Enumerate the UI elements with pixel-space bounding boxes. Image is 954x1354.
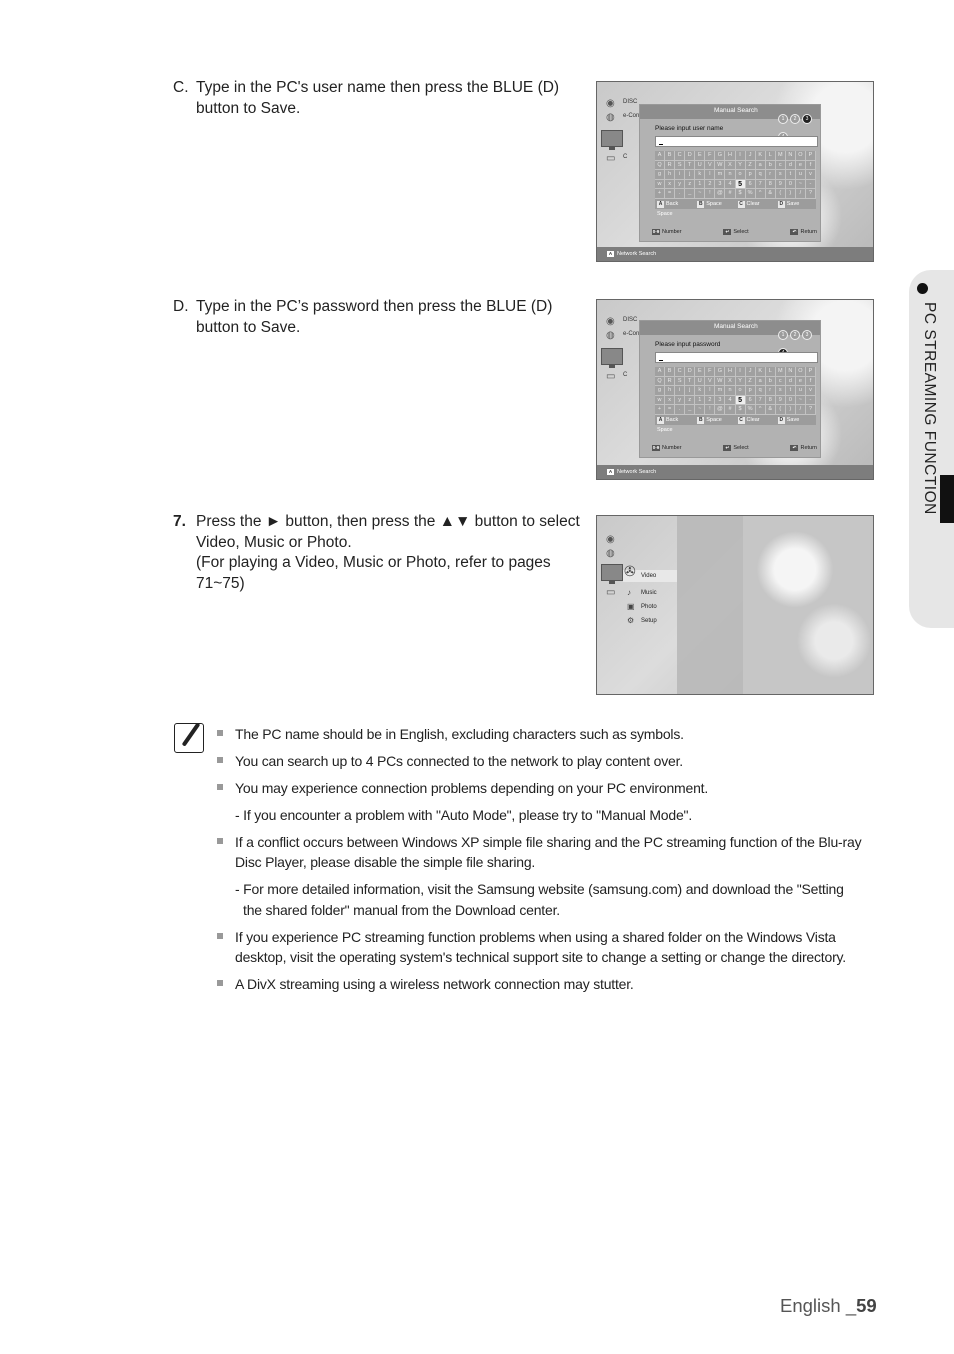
key[interactable]: R (665, 377, 675, 387)
key[interactable]: + (655, 405, 665, 415)
pc-small-icon: ▭ (606, 587, 616, 598)
menu-disc: DISC (623, 99, 638, 105)
key[interactable]: g (655, 386, 665, 396)
key[interactable]: ? (806, 405, 816, 415)
key[interactable]: v (806, 386, 816, 396)
key[interactable]: & (766, 405, 776, 415)
screen-password (596, 299, 874, 480)
key[interactable]: ! (705, 405, 715, 415)
key[interactable]: m (715, 170, 725, 180)
bullet-icon (217, 784, 223, 790)
key[interactable]: r (766, 170, 776, 180)
key[interactable]: I (736, 151, 746, 161)
side-tab-marker (940, 475, 954, 523)
keyboard-row (655, 377, 816, 387)
key[interactable]: k (695, 386, 705, 396)
number-hint: 0-9 Number (652, 229, 682, 235)
page-2: 2 (790, 330, 800, 340)
key[interactable]: i (675, 386, 685, 396)
globe-icon: ◍ (606, 548, 615, 559)
key[interactable]: s (776, 170, 786, 180)
key[interactable]: b (766, 161, 776, 171)
keyboard-row (655, 396, 816, 406)
bullet-icon (217, 838, 223, 844)
key[interactable]: o (736, 386, 746, 396)
step-label: D. (173, 298, 189, 315)
key[interactable]: K (756, 151, 766, 161)
network-search-hint: A Network Search (608, 469, 657, 475)
return-hint: ↶ Return (790, 445, 817, 451)
blue-button-ref: BLUE (D) (486, 298, 553, 315)
password-input[interactable] (655, 352, 818, 363)
step-text: Press the ► button, then press the ▲▼ button to select Video, Music or Photo. (For playing a Video, Music or Photo, refer to pages 71~75) (196, 513, 580, 592)
side-tab-title: PC STREAMING FUNCTION (921, 302, 938, 515)
note-1: The PC name should be in English, excluding characters such as symbols. (235, 726, 684, 742)
dialog-header (640, 321, 820, 338)
key[interactable]: E (695, 151, 705, 161)
key[interactable]: 4 (725, 396, 735, 406)
key[interactable]: u (796, 386, 806, 396)
pc-icon (601, 130, 623, 147)
function-keys (655, 415, 816, 433)
keyboard-row (655, 386, 816, 396)
key[interactable]: c (776, 377, 786, 387)
key[interactable]: B (665, 367, 675, 377)
on-screen-keyboard[interactable] (655, 367, 816, 415)
key[interactable]: d (786, 377, 796, 387)
key[interactable]: W (715, 161, 725, 171)
menu-item-photo[interactable]: Photo (641, 604, 657, 610)
key[interactable]: J (746, 367, 756, 377)
menu-econtent: e-Con (623, 331, 640, 337)
key[interactable]: G (715, 367, 725, 377)
key[interactable]: @ (715, 189, 725, 199)
bullet-icon (217, 757, 223, 763)
key[interactable]: u (796, 170, 806, 180)
key[interactable]: w (655, 396, 665, 406)
disc-icon: ◉ (606, 534, 615, 545)
disc-icon: ◉ (606, 316, 615, 327)
menu-c: C (623, 372, 628, 378)
key[interactable]: M (776, 151, 786, 161)
key[interactable]: C (675, 151, 685, 161)
key[interactable]: = (665, 405, 675, 415)
key[interactable]: ~ (695, 189, 705, 199)
key[interactable]: c (776, 161, 786, 171)
key[interactable]: N (786, 151, 796, 161)
key[interactable]: s (776, 386, 786, 396)
key[interactable]: J (746, 151, 756, 161)
key[interactable]: U (695, 161, 705, 171)
key[interactable]: n (725, 386, 735, 396)
key[interactable]: _ (685, 189, 695, 199)
return-hint: ↶ Return (790, 229, 817, 235)
key[interactable]: U (695, 377, 705, 387)
music-note-icon: ♪ (627, 588, 631, 597)
key[interactable]: O (796, 151, 806, 161)
key[interactable]: 4 (725, 180, 735, 190)
key[interactable]: K (756, 367, 766, 377)
page-footer (780, 1295, 877, 1317)
key[interactable]: S (675, 161, 685, 171)
key[interactable]: e (796, 161, 806, 171)
key[interactable]: I (736, 367, 746, 377)
key[interactable]: v (806, 170, 816, 180)
space-key[interactable]: B Space (698, 201, 722, 207)
key[interactable]: = (665, 189, 675, 199)
menu-c: C (623, 154, 628, 160)
page-2: 2 (790, 114, 800, 124)
key[interactable]: 0 (786, 180, 796, 190)
bullet-icon (217, 933, 223, 939)
clear-key[interactable]: C Clear (739, 201, 760, 207)
key[interactable]: P (806, 151, 816, 161)
key[interactable]: 9 (776, 180, 786, 190)
key[interactable]: x (665, 396, 675, 406)
pc-icon (601, 564, 623, 581)
page-3: 3 (802, 330, 812, 340)
input-prompt: Please input user name (655, 125, 724, 132)
key[interactable]: L (766, 367, 776, 377)
key[interactable]: Q (655, 377, 665, 387)
key[interactable]: $ (736, 189, 746, 199)
key[interactable]: q (756, 170, 766, 180)
function-keys (655, 199, 816, 217)
text-cursor (659, 360, 663, 361)
disc-icon: ◉ (606, 98, 615, 109)
back-space-key[interactable]: A Back Space (657, 201, 679, 217)
manual-search-dialog (639, 320, 821, 458)
key[interactable]: l (705, 386, 715, 396)
key[interactable]: f (806, 377, 816, 387)
key[interactable]: % (746, 189, 756, 199)
space-key[interactable]: B Space (698, 417, 722, 423)
key[interactable]: R (665, 161, 675, 171)
film-reel-icon: ✇ (624, 563, 636, 579)
bullet-icon (217, 980, 223, 986)
key[interactable]: V (705, 377, 715, 387)
key[interactable]: 7 (756, 180, 766, 190)
keyboard-row (655, 180, 816, 190)
key[interactable]: ~ (796, 396, 806, 406)
footer-language: English (780, 1295, 846, 1316)
key[interactable]: V (705, 161, 715, 171)
page-1: 1 (778, 330, 788, 340)
key[interactable]: P (806, 367, 816, 377)
key[interactable]: + (655, 189, 665, 199)
pc-small-icon: ▭ (606, 153, 616, 164)
page-3: 3 (802, 114, 812, 124)
key[interactable]: 3 (715, 180, 725, 190)
key[interactable]: g (655, 170, 665, 180)
step-text: Type in the PC’s password then press the BLUE (D) button to Save. (196, 298, 553, 336)
key[interactable]: t (786, 170, 796, 180)
key[interactable]: j (685, 386, 695, 396)
key[interactable]: ^ (756, 405, 766, 415)
key[interactable]: - (806, 180, 816, 190)
key[interactable]: h (665, 386, 675, 396)
note-2: You can search up to 4 PCs connected to the network to play content over. (235, 753, 683, 769)
key[interactable]: Y (736, 161, 746, 171)
globe-icon: ◍ (606, 112, 615, 123)
screen-media-select (596, 515, 874, 695)
select-hint: ↵ Select (723, 229, 748, 235)
footer-prefix: _ (845, 1295, 857, 1316)
key[interactable]: $ (736, 405, 746, 415)
save-key[interactable]: D Save (779, 201, 800, 207)
key[interactable]: % (746, 405, 756, 415)
key[interactable]: X (725, 377, 735, 387)
key[interactable]: ( (776, 189, 786, 199)
key[interactable]: D (685, 151, 695, 161)
key[interactable]: H (725, 151, 735, 161)
key[interactable]: y (675, 396, 685, 406)
key[interactable]: / (796, 189, 806, 199)
step-label: 7. (173, 513, 186, 530)
photo-icon: ▣ (627, 602, 635, 611)
key[interactable]: b (766, 377, 776, 387)
key[interactable]: H (725, 367, 735, 377)
key[interactable]: w (655, 180, 665, 190)
key[interactable]: M (776, 367, 786, 377)
key[interactable]: G (715, 151, 725, 161)
key[interactable]: ~ (796, 180, 806, 190)
note-5: If you experience PC streaming function problems when using a shared folder on the Windows Vista desktop, visit the operating system's technical support site to change a setting or change the directory. (235, 929, 846, 965)
step-text: Type in the PC's user name then press the BLUE (D) button to Save. (196, 79, 560, 117)
key[interactable]: ^ (756, 189, 766, 199)
note-3-sub: - If you encounter a problem with "Auto Mode", please try to "Manual Mode". (235, 807, 693, 823)
key[interactable]: E (695, 367, 705, 377)
key[interactable]: p (746, 170, 756, 180)
key[interactable]: 6 (746, 180, 756, 190)
key[interactable]: C (675, 367, 685, 377)
key[interactable]: ~ (695, 405, 705, 415)
screen-footer (597, 247, 873, 261)
save-key[interactable]: D Save (779, 417, 800, 423)
step-label: C. (173, 79, 189, 96)
key[interactable]: 5 (736, 180, 746, 190)
screen-user-name (596, 81, 874, 262)
key[interactable]: S (675, 377, 685, 387)
number-hint: 0-9 Number (652, 445, 682, 451)
key[interactable]: 2 (705, 180, 715, 190)
nav-hints (652, 229, 817, 235)
menu-item-setup[interactable]: Setup (641, 618, 657, 624)
key[interactable]: 7 (756, 396, 766, 406)
background-panel (743, 516, 873, 694)
key[interactable]: 5 (736, 396, 746, 406)
keyboard-row (655, 189, 816, 199)
input-prompt: Please input password (655, 341, 721, 348)
back-space-key[interactable]: A Back Space (657, 417, 679, 433)
key[interactable]: . (675, 405, 685, 415)
key[interactable]: _ (685, 405, 695, 415)
key[interactable]: ( (776, 405, 786, 415)
dialog-header (640, 105, 820, 122)
menu-econtent: e-Con (623, 113, 640, 119)
note-3: You may experience connection problems depending on your PC environment. (235, 780, 709, 796)
key[interactable]: 1 (695, 180, 705, 190)
key[interactable]: 9 (776, 396, 786, 406)
key[interactable]: ) (786, 405, 796, 415)
nav-hints (652, 445, 817, 451)
page-number: 59 (856, 1295, 877, 1316)
menu-panel (677, 516, 743, 694)
pc-small-icon: ▭ (606, 371, 616, 382)
dialog-title: Manual Search (714, 107, 758, 114)
key[interactable]: Z (746, 161, 756, 171)
menu-disc: DISC (623, 317, 638, 323)
key[interactable]: n (725, 170, 735, 180)
key[interactable]: ! (705, 189, 715, 199)
key[interactable]: z (685, 396, 695, 406)
user-name-input[interactable] (655, 136, 818, 147)
key[interactable]: f (806, 161, 816, 171)
manual-search-dialog (639, 104, 821, 242)
key[interactable]: t (786, 386, 796, 396)
key[interactable]: # (725, 189, 735, 199)
key[interactable]: ) (786, 189, 796, 199)
key[interactable]: # (725, 405, 735, 415)
key[interactable]: / (796, 405, 806, 415)
key[interactable]: y (675, 180, 685, 190)
key[interactable]: 3 (715, 396, 725, 406)
key[interactable]: a (756, 377, 766, 387)
clear-key[interactable]: C Clear (739, 417, 760, 423)
key[interactable]: . (675, 189, 685, 199)
keyboard-row (655, 405, 816, 415)
key[interactable]: 1 (695, 396, 705, 406)
key[interactable]: O (796, 367, 806, 377)
globe-icon: ◍ (606, 330, 615, 341)
key[interactable]: Z (746, 377, 756, 387)
keyboard-row (655, 151, 816, 161)
blue-button-ref: BLUE (D) (492, 79, 560, 96)
on-screen-keyboard[interactable] (655, 151, 816, 199)
key[interactable]: p (746, 386, 756, 396)
key[interactable]: 2 (705, 396, 715, 406)
keyboard-row (655, 367, 816, 377)
note-pencil-icon (174, 723, 204, 753)
key[interactable]: D (685, 367, 695, 377)
keyboard-row (655, 161, 816, 171)
page-1: 1 (778, 114, 788, 124)
key[interactable]: r (766, 386, 776, 396)
keyboard-row (655, 170, 816, 180)
key[interactable]: Q (655, 161, 665, 171)
key[interactable]: l (705, 170, 715, 180)
text-cursor (659, 144, 663, 145)
key[interactable]: - (806, 396, 816, 406)
note-6: A DivX streaming using a wireless network connection may stutter. (235, 976, 634, 992)
key[interactable]: h (665, 170, 675, 180)
key[interactable]: z (685, 180, 695, 190)
key[interactable]: a (756, 161, 766, 171)
bullet-icon (217, 730, 223, 736)
key[interactable]: e (796, 377, 806, 387)
dialog-title: Manual Search (714, 323, 758, 330)
key[interactable]: 8 (766, 180, 776, 190)
key[interactable]: m (715, 386, 725, 396)
menu-item-video[interactable]: Video (623, 570, 677, 582)
key[interactable]: o (736, 170, 746, 180)
key[interactable]: j (685, 170, 695, 180)
key[interactable]: 0 (786, 396, 796, 406)
key[interactable]: i (675, 170, 685, 180)
setup-gear-icon: ⚙ (627, 616, 635, 625)
key[interactable]: 8 (766, 396, 776, 406)
network-search-hint: A Network Search (608, 251, 657, 257)
key[interactable]: q (756, 386, 766, 396)
key[interactable]: N (786, 367, 796, 377)
screen-footer (597, 465, 873, 479)
key[interactable]: & (766, 189, 776, 199)
key[interactable]: 6 (746, 396, 756, 406)
key[interactable]: B (665, 151, 675, 161)
pc-icon (601, 348, 623, 365)
key[interactable]: L (766, 151, 776, 161)
key[interactable]: Y (736, 377, 746, 387)
note-4-sub: - For more detailed information, visit the Samsung website (samsung.com) and download the "Setting the shared folder" manual from the Download center. (235, 881, 844, 918)
key[interactable]: T (685, 377, 695, 387)
key[interactable]: x (665, 180, 675, 190)
key[interactable]: A (655, 367, 665, 377)
key[interactable]: k (695, 170, 705, 180)
key[interactable]: ? (806, 189, 816, 199)
key[interactable]: F (705, 151, 715, 161)
key[interactable]: T (685, 161, 695, 171)
bullet-dot-icon (917, 283, 928, 294)
note-4: If a conflict occurs between Windows XP simple file sharing and the PC streaming function of the Blu-ray Disc Player, please disable the simple file sharing. (235, 834, 862, 870)
select-hint: ↵ Select (723, 445, 748, 451)
key[interactable]: F (705, 367, 715, 377)
key[interactable]: @ (715, 405, 725, 415)
key[interactable]: X (725, 161, 735, 171)
menu-item-music[interactable]: Music (641, 590, 657, 596)
key[interactable]: W (715, 377, 725, 387)
key[interactable]: d (786, 161, 796, 171)
key[interactable]: A (655, 151, 665, 161)
